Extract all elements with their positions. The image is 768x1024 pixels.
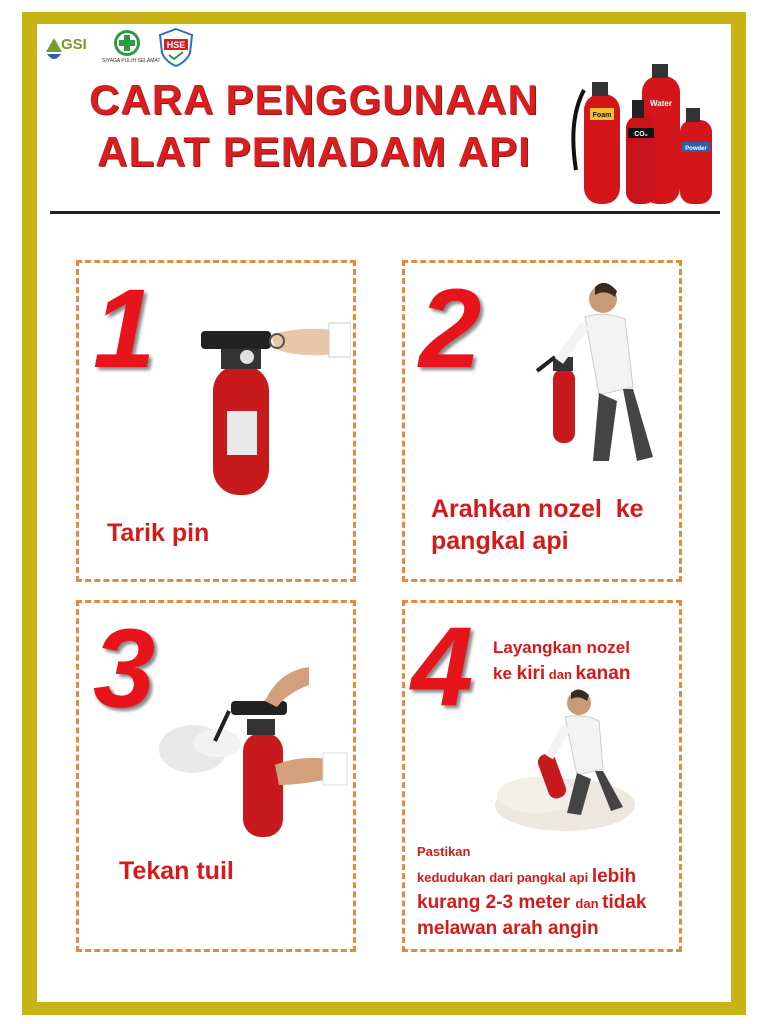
step-panel-4 (402, 600, 682, 952)
step-caption-4 (493, 635, 630, 688)
hse-shield-logo-icon (158, 27, 194, 67)
squeeze-handle-illustration (159, 661, 349, 851)
step-number-4: 4 (411, 604, 474, 729)
caption-4-kanan: kanan (575, 663, 631, 684)
gsi-logo (44, 30, 102, 66)
logo-caption: SIYAGA PULIH SELAMAT (102, 58, 161, 64)
title-divider (50, 211, 720, 214)
foam-label: Foam (592, 112, 612, 119)
water-label: Water (650, 99, 672, 108)
step-note-4-line-3 (417, 890, 647, 916)
caption-4-ke: ke (493, 664, 517, 683)
step-note-4-line-2 (417, 864, 647, 890)
gsi-logo-text: GSI (61, 36, 87, 53)
sweep-nozzle-illustration (487, 687, 647, 837)
step-caption-2-line-1: Arahkan nozel ke (431, 495, 644, 523)
aim-nozzle-illustration (533, 277, 673, 467)
step-number-2: 2 (419, 266, 482, 391)
step-caption-3: Tekan tuil (119, 857, 234, 885)
title-line-2: ALAT PEMADAM API (97, 128, 531, 175)
logo-row (44, 26, 204, 74)
step-number-1: 1 (93, 266, 156, 391)
step-note-4 (417, 839, 647, 941)
hse-logo-text: HSE (166, 40, 186, 50)
powder-label: Powder (685, 146, 707, 152)
step-caption-2 (431, 493, 644, 557)
note-4-tidak: tidak (602, 892, 647, 913)
step-panel-3 (76, 600, 356, 952)
step-panel-2 (402, 260, 682, 582)
caption-4-kiri: kiri (516, 663, 546, 684)
step-caption-4-line-2 (493, 661, 630, 688)
safety-cross-logo-icon (112, 28, 142, 58)
co2-label: CO₂ (634, 131, 648, 138)
step-number-3: 3 (93, 606, 156, 731)
step-caption-4-line-1: Layangkan nozel (493, 638, 630, 657)
title-line-1: CARA PENGGUNAAN (89, 76, 539, 123)
pull-pin-illustration (191, 301, 351, 501)
fire-extinguishers-illustration (562, 60, 722, 210)
step-caption-1: Tarik pin (107, 519, 210, 547)
page-title (64, 74, 564, 178)
note-4-kurang: kurang 2-3 meter (417, 892, 576, 913)
note-4-dan: dan (575, 896, 603, 911)
step-note-4-line-4: melawan arah angin (417, 918, 599, 939)
step-caption-2-line-2: pangkal api (431, 527, 569, 555)
caption-4-dan: dan (545, 667, 576, 682)
step-note-4-line-1: Pastikan (417, 844, 471, 859)
step-panel-1 (76, 260, 356, 582)
note-4-lebih: lebih (591, 866, 637, 887)
note-4-kedudukan: kedudukan dari pangkal api (417, 870, 592, 885)
